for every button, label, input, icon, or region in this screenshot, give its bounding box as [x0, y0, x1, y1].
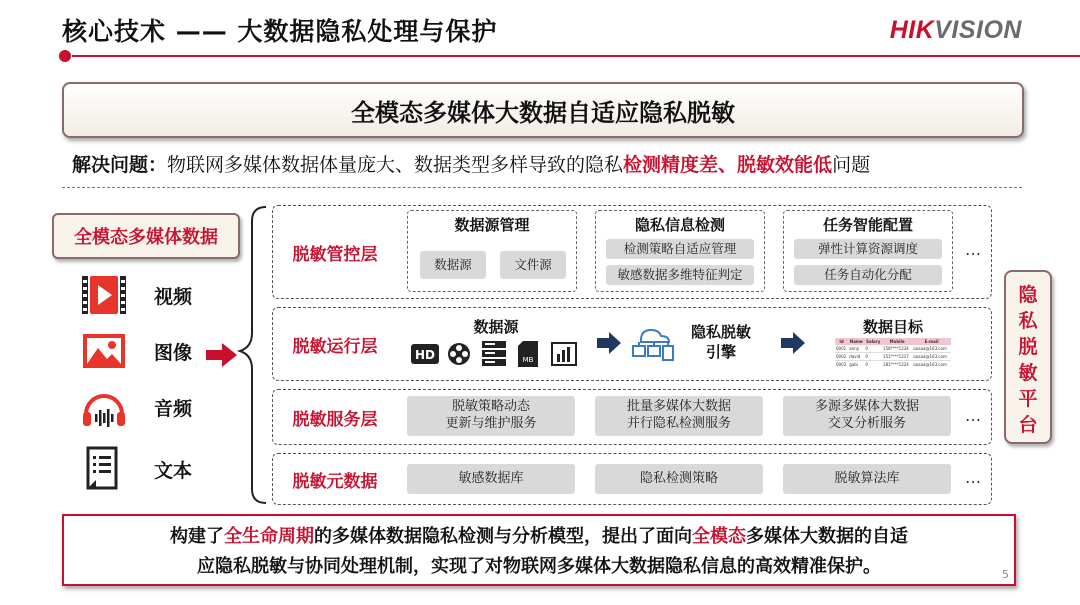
group-title: 数据源管理 — [454, 216, 530, 234]
media-label-text: 文本 — [154, 460, 193, 482]
service-line: 多源多媒体大数据 — [814, 399, 919, 415]
group-privacy-detection — [595, 210, 765, 292]
table-cell: 0002 — [836, 354, 847, 359]
table-cell: aaaaa@163.com — [913, 346, 947, 351]
cloud-devices-icon — [631, 326, 675, 362]
summary-highlight: 全模态 — [692, 526, 746, 547]
group-task-config — [783, 210, 953, 292]
platform-char: 隐 — [1018, 284, 1038, 306]
flow-arrow-icon — [781, 332, 805, 354]
ellipsis: … — [965, 240, 981, 259]
table-cell: gabi — [849, 362, 858, 367]
hikvision-logo — [890, 16, 1022, 45]
service-cross-analysis — [783, 396, 951, 436]
summary-line-1 — [64, 522, 1014, 552]
main-banner: 全模态多媒体大数据自适应隐私脱敏 — [62, 82, 1024, 138]
table-row — [835, 345, 951, 353]
problem-text: 物联网多媒体数据体量庞大、数据类型多样导致的隐私 — [167, 154, 624, 176]
summary-text: 构建了 — [170, 526, 224, 547]
target-table-header: E-mail — [924, 339, 939, 344]
document-icon — [80, 446, 128, 492]
table-cell: 0 — [865, 354, 868, 359]
service-batch-detection — [595, 396, 763, 436]
media-label-audio: 音频 — [154, 398, 193, 420]
page-number: 5 — [1002, 568, 1009, 581]
chip-task-auto-assign: 任务自动化分配 — [794, 265, 942, 285]
problem-suffix: 问题 — [832, 154, 871, 176]
table-cell: 0 — [865, 346, 868, 351]
summary-text: 的多媒体数据隐私检测与分析模型，提出了面向 — [314, 526, 692, 547]
layer-name-metadata: 脱敏元数据 — [292, 472, 378, 492]
media-item-text — [80, 446, 240, 492]
service-line: 批量多媒体大数据 — [626, 399, 731, 415]
data-source-panel — [407, 310, 585, 376]
hd-text: HD — [414, 348, 436, 362]
media-item-video — [80, 272, 240, 318]
meta-sensitive-db: 敏感数据库 — [407, 464, 575, 494]
summary-line-2: 应隐私脱敏与协同处理机制，实现了对物联网多媒体大数据隐私信息的高效精准保护。 — [197, 556, 881, 577]
summary-text: 多媒体大数据的自适 — [746, 526, 908, 547]
data-target-panel — [833, 310, 953, 376]
table-cell: david — [849, 354, 861, 359]
media-label-image: 图像 — [154, 342, 193, 364]
service-line: 更新与维护服务 — [445, 416, 537, 431]
summary-highlight: 全生命周期 — [224, 526, 314, 547]
sd-card-text: MB — [522, 356, 534, 364]
layer-service — [272, 389, 992, 445]
media-label-video: 视频 — [154, 286, 193, 308]
service-line: 交叉分析服务 — [827, 416, 906, 431]
engine-label-line2: 引擎 — [705, 343, 736, 361]
meta-algorithm-lib: 脱敏算法库 — [783, 464, 951, 494]
layer-runtime — [272, 307, 992, 381]
table-cell: 0001 — [836, 346, 847, 351]
media-item-audio — [80, 384, 240, 430]
arrow-right-icon — [206, 342, 238, 368]
chip-file-source: 文件源 — [500, 251, 566, 279]
left-brace — [236, 205, 272, 505]
logo-part-hik: HIK — [889, 16, 935, 44]
problem-highlight: 检测精度差、脱敏效能低 — [623, 154, 833, 176]
group-title: 任务智能配置 — [822, 216, 913, 234]
platform-char: 台 — [1018, 414, 1038, 436]
table-cell: 158****1234 — [883, 346, 909, 351]
problem-label: 解决问题 — [72, 154, 149, 176]
engine-label — [681, 322, 761, 362]
table-cell: aaaaa@163.com — [913, 362, 947, 367]
layer-control — [272, 205, 992, 299]
meta-detection-policy: 隐私检测策略 — [595, 464, 763, 494]
table-cell: aaaaa@163.com — [913, 354, 947, 359]
platform-char: 私 — [1018, 310, 1038, 332]
service-line: 并行隐私检测服务 — [626, 416, 731, 431]
table-cell: anny — [849, 346, 860, 351]
table-cell: 151****1217 — [883, 354, 909, 359]
sd-card-icon — [517, 340, 539, 368]
ellipsis: … — [965, 406, 981, 425]
page-title: 核心技术 —— 大数据隐私处理与保护 — [62, 17, 498, 46]
privacy-platform-label — [1004, 270, 1052, 444]
table-cell: 0003 — [836, 362, 847, 367]
service-line: 脱敏策略动态 — [451, 399, 530, 415]
bar-chart-icon — [551, 342, 577, 366]
platform-char: 敏 — [1018, 362, 1038, 384]
chip-data-source: 数据源 — [420, 251, 486, 279]
chip-sensitive-features: 敏感数据多维特征判定 — [606, 265, 754, 285]
table-cell: 0 — [865, 362, 868, 367]
hd-icon — [411, 344, 439, 364]
target-table — [835, 338, 951, 368]
summary-box — [62, 514, 1016, 586]
problem-statement — [72, 150, 870, 177]
service-policy-update — [407, 396, 575, 436]
problem-divider — [62, 187, 1022, 188]
target-table-header: Salary — [866, 339, 881, 344]
privacy-engine — [629, 312, 761, 374]
target-table-header: Mobile — [889, 339, 905, 344]
chip-elastic-scheduling: 弹性计算资源调度 — [794, 239, 942, 259]
engine-label-line1: 隐私脱敏 — [690, 323, 751, 341]
group-data-source-mgmt — [407, 210, 577, 292]
image-icon — [80, 328, 128, 374]
video-play-icon — [80, 272, 128, 318]
layer-name-control: 脱敏管控层 — [292, 245, 378, 265]
layer-name-runtime: 脱敏运行层 — [292, 337, 378, 357]
logo-part-vision: VISION — [934, 16, 1022, 44]
layer-metadata — [272, 453, 992, 505]
problem-colon: ： — [148, 154, 168, 176]
table-row — [835, 353, 951, 361]
data-target-title: 数据目标 — [862, 318, 923, 336]
server-icon — [481, 340, 507, 368]
ellipsis: … — [965, 468, 981, 487]
headphones-icon — [80, 384, 128, 430]
film-reel-icon — [447, 342, 471, 366]
group-title: 隐私信息检测 — [634, 216, 725, 234]
table-row — [835, 361, 951, 369]
target-table-header: Id — [839, 339, 844, 344]
platform-char: 平 — [1018, 388, 1038, 410]
target-table-header: Name — [849, 339, 863, 344]
platform-char: 脱 — [1018, 336, 1038, 358]
title-dot — [59, 50, 71, 62]
data-source-title: 数据源 — [473, 318, 519, 336]
chip-detection-policy: 检测策略自适应管理 — [606, 239, 754, 259]
title-underline — [72, 55, 1080, 57]
layer-name-service: 脱敏服务层 — [292, 410, 378, 430]
table-cell: 181****1224 — [883, 362, 909, 367]
multimodal-data-header: 全模态多媒体数据 — [52, 213, 240, 259]
flow-arrow-icon — [597, 332, 621, 354]
